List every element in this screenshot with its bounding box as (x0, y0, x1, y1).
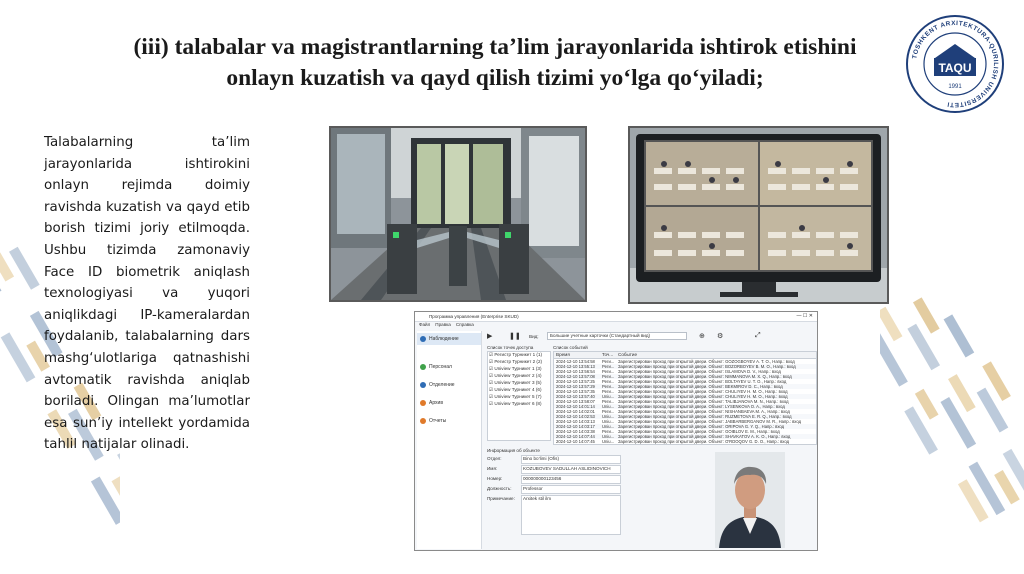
col-point[interactable]: Точ... (602, 352, 614, 357)
devices-list (487, 351, 551, 441)
checkbox-icon[interactable]: ☑ (489, 352, 495, 357)
fullscreen-icon[interactable]: ⤢ (755, 332, 761, 339)
window-titlebar (415, 312, 817, 322)
table-cell: Реги... (602, 379, 615, 384)
pause-icon[interactable]: ❚❚ (509, 333, 521, 340)
info-field-label: Номер: (487, 476, 503, 481)
add-icon[interactable]: ⊕ (699, 333, 705, 340)
table-cell: Реги... (602, 389, 615, 394)
sidebar-item-archive[interactable] (417, 397, 481, 409)
table-cell: 2024-12-10 13:54:58 (556, 359, 595, 364)
table-cell: 2024-12-10 13:57:25 (556, 379, 595, 384)
device-item[interactable] (488, 387, 550, 394)
table-cell: Зарегистрирован проход при открытой двери. Объект: BOLTAYEV U. T. O., Напр.: вход (618, 379, 787, 384)
table-cell: 2024-12-10 13:58:07 (556, 399, 595, 404)
col-event[interactable]: Событие (618, 352, 638, 357)
table-cell: Реги... (602, 429, 615, 434)
slide-title-line-2: onlayn kuzatish va qayd qilish tizimi yo‘lga qo‘yiladi; (226, 65, 764, 91)
device-label: Uniview Турникет 5 (7) (494, 394, 542, 399)
table-cell: Реги... (602, 369, 615, 374)
col-time[interactable]: Время (556, 352, 570, 357)
play-icon[interactable]: ▶ (487, 333, 493, 340)
table-cell: 2024-12-10 13:57:35 (556, 389, 595, 394)
sidebar-item-department[interactable] (417, 379, 481, 391)
body-paragraph: Talabalarning ta’lim jarayonlarida ishtirokini onlayn rejimda doimiy ravishda kuzatish va qayd etib borish tizimi joriy etilmoqda. Ushbu tizimda zamonaviy Face ID biometrik aniqlash texnologiyasi va yuqori aniqlikdagi IP-kameralardan foydalanib, talabalarning dars mashg‘ulotlariga qatnashishi avtomatik ravishda aniqlab boriladi. Olingan ma’lumotlar esa sun’iy intellekt yordamida tahlil natijalar olinadi. (44, 135, 250, 453)
devices-header: Список точек доступа (487, 345, 534, 350)
device-item[interactable] (488, 366, 550, 373)
table-cell: Реги... (602, 399, 615, 404)
info-field-label: Примечание: (487, 496, 515, 501)
device-label: Регистр Турникет 1 (1) (494, 352, 543, 357)
info-field-value[interactable]: KOZUBOVEV SADULLAH ASLIDINOVICH (521, 465, 621, 474)
cctv-monitor-icon (630, 128, 887, 302)
table-cell: Зарегистрирован проход при открытой двери. Объект: BEKMIROV D. C., Напр.: вход (618, 384, 783, 389)
device-item[interactable] (488, 352, 550, 359)
toolbar (485, 331, 815, 343)
table-cell: Реги... (602, 384, 615, 389)
table-cell: 2024-12-10 14:07:44 (556, 434, 595, 439)
table-cell: Uniu... (602, 424, 615, 429)
turnstile-photo (329, 126, 587, 302)
report-icon (420, 418, 426, 424)
sidebar-label: Отчеты (429, 418, 447, 424)
table-cell: Зарегистрирован проход при открытой двери. Объект: LYSENKOVA O. A., Напр.: вход (618, 404, 785, 409)
events-header: Список событий (553, 345, 588, 350)
department-icon (420, 382, 426, 388)
events-table-header (554, 352, 816, 359)
table-cell: Зарегистрирован проход при открытой двери. Объект: GOIBLOV E. M., Напр.: вход (618, 429, 780, 434)
table-cell: Зарегистрирован проход при открытой двери. Объект: ORIPOVA G. Y. Q., Напр.: вход (618, 424, 785, 429)
checkbox-icon[interactable]: ☑ (489, 359, 495, 364)
sidebar-label: Персонал (429, 364, 452, 370)
table-cell: Реги... (602, 409, 615, 414)
sidebar-item-personnel[interactable] (417, 361, 481, 373)
person-icon (420, 364, 426, 370)
device-label: Регистр Турникет 2 (2) (494, 359, 543, 364)
table-cell: Реги... (602, 374, 615, 379)
checkbox-icon[interactable]: ☑ (489, 373, 495, 378)
table-cell: Зарегистрирован проход при открытой двери. Объект: NISHANBAEVA M. A., Напр.: вход (618, 409, 790, 414)
table-cell: Зарегистрирован проход при открытой двери. Объект: CHULIYEV H. M. O., Напр.: вход (618, 394, 788, 399)
info-field-label: Отдел: (487, 456, 502, 461)
info-field-label: Имя: (487, 466, 498, 471)
table-cell: Реги... (602, 364, 615, 369)
archive-icon (420, 400, 426, 406)
events-panel (553, 345, 815, 445)
table-cell: 2024-12-10 14:07:45 (556, 439, 595, 444)
table-cell: Зарегистрирован проход при открытой двери. Объект: GOZOGBOYEV A. T. O., Напр.: вход (618, 359, 795, 364)
table-cell: Uniu... (602, 414, 615, 419)
table-cell: Uniu... (602, 394, 615, 399)
table-cell: Зарегистрирован проход при открытой двери. Объект: CHULIYEV H. M. O., Напр.: вход (618, 389, 788, 394)
person-photo-icon (715, 452, 785, 548)
info-field-row (487, 485, 687, 494)
device-item[interactable] (488, 394, 550, 401)
slide-title (80, 32, 910, 94)
sidebar (417, 331, 482, 549)
info-field-row (487, 495, 687, 535)
info-field-row (487, 465, 687, 474)
object-info-panel (487, 448, 687, 548)
table-cell: Зарегистрирован проход при открытой двери. Объект: TALIBJANOVA M. N., Напр.: вход (618, 399, 789, 404)
table-cell: 2024-12-10 14:03:17 (556, 424, 595, 429)
device-label: Uniview Турникет 4 (6) (494, 387, 542, 392)
turnstile-icon (331, 128, 585, 300)
decorative-pattern-right (880, 280, 1024, 574)
sidebar-label: Отделение (429, 382, 455, 388)
eye-icon (420, 336, 426, 342)
info-field-value[interactable]: Bino bo‘limi (Ofis) (521, 455, 621, 464)
table-cell: Зарегистрирован проход при открытой двери. Объект: JABBARBERGANOV M. R., Напр.: вход (618, 419, 802, 424)
sidebar-item-reports[interactable] (417, 415, 481, 427)
logo-year: 1991 (948, 84, 962, 90)
table-cell: Зарегистрирован проход при открытой двери. Объект: O'RDOQOV G. D. O., Напр.: вход (618, 439, 790, 444)
device-item[interactable] (488, 373, 550, 380)
slide-title-line-1: (iii) talabalar va magistrantlarning ta’lim jarayonlarida ishtirok etishini (133, 34, 857, 60)
device-label: Uniview Турникет 2 (4) (494, 373, 542, 378)
checkbox-icon[interactable]: ☑ (489, 387, 495, 392)
table-cell: 2024-12-10 13:56:54 (556, 369, 595, 374)
checkbox-icon[interactable]: ☑ (489, 380, 495, 385)
table-cell: Uniu... (602, 434, 615, 439)
table-cell: 2024-12-10 13:57:08 (556, 374, 595, 379)
table-cell: Uniu... (602, 419, 615, 424)
checkbox-icon[interactable]: ☑ (489, 401, 495, 406)
skud-software-window (414, 311, 818, 551)
table-cell: 2024-12-10 14:02:01 (556, 409, 595, 414)
logo-text: TAQU (938, 61, 972, 75)
table-cell: Зарегистрирован проход при открытой двери. Объект: ISLAMOVA D. V., Напр.: вход (618, 369, 781, 374)
device-item[interactable] (488, 359, 550, 366)
table-cell: 2024-12-10 13:57:40 (556, 394, 595, 399)
menu-bar (419, 322, 474, 329)
menu-file[interactable]: Файл (419, 322, 431, 327)
menu-edit[interactable]: Правка (435, 322, 451, 327)
settings-icon[interactable]: ⚙ (717, 333, 724, 340)
table-cell: 2024-12-10 14:03:13 (556, 419, 595, 424)
sidebar-label: Наблюдение (429, 336, 459, 342)
table-cell: Uniu... (602, 439, 615, 444)
checkbox-icon[interactable]: ☑ (489, 394, 495, 399)
window-controls: — ☐ ✕ (796, 313, 813, 319)
device-item[interactable] (488, 401, 550, 408)
info-field-value[interactable]: 000000000123456 (521, 475, 621, 484)
device-label: Uniview Турникет 3 (5) (494, 380, 542, 385)
sidebar-item-monitoring[interactable] (417, 333, 481, 345)
logo-ring-text: TOSHKENT ARXITEKTURA-QURILISH UNIVERSITETI (911, 19, 1000, 109)
table-cell: Зарегистрирован проход при открытой двери. Объект: SHAVKATOV A. K. O., Напр.: вход (618, 434, 791, 439)
events-rows (554, 359, 816, 444)
table-cell: Реги... (602, 359, 615, 364)
table-cell: 2024-12-10 14:02:53 (556, 414, 595, 419)
info-field-row (487, 475, 687, 484)
university-logo (905, 14, 1005, 114)
table-cell: 2024-12-10 14:03:38 (556, 429, 595, 434)
info-field-row (487, 455, 687, 464)
cctv-monitor-photo (628, 126, 889, 304)
device-item[interactable] (488, 380, 550, 387)
info-field-label: Должность: (487, 486, 512, 491)
table-cell: Uniu... (602, 404, 615, 409)
device-label: Uniview Турникет 6 (8) (494, 401, 542, 406)
sidebar-label: Архив (429, 400, 444, 406)
info-field-value[interactable]: Arxitek stil ilm (521, 495, 621, 535)
table-cell: Зарегистрирован проход при открытой двери. Объект: NIMMANOVA M. X. Q., Напр.: вход (618, 374, 792, 379)
device-label: Uniview Турникет 1 (3) (494, 366, 542, 371)
devices-panel (487, 345, 549, 445)
table-cell: 2024-12-10 13:55:13 (556, 364, 595, 369)
table-cell: Зарегистрирован проход при открытой двери. Объект: RUZMETOVA E. R. Q., Напр.: вход (618, 414, 792, 419)
info-field-value[interactable]: Professor (521, 485, 621, 494)
info-header: Информация об объекте (487, 448, 540, 453)
table-cell: 2024-12-10 14:01:14 (556, 404, 595, 409)
info-fields (487, 455, 687, 536)
table-row[interactable] (554, 439, 816, 444)
table-cell: 2024-12-10 13:57:29 (556, 384, 595, 389)
menu-help[interactable]: Справка (455, 322, 474, 327)
events-table (553, 351, 817, 445)
person-photo (715, 452, 785, 548)
view-select[interactable]: Большие учетные карточки (Стандартный вид) (547, 332, 687, 340)
checkbox-icon[interactable]: ☑ (489, 366, 495, 371)
view-label: Вид: (529, 334, 539, 339)
table-cell: Зарегистрирован проход при открытой двери. Объект: BOZORBOYEV B. M. O., Напр.: вход (618, 364, 796, 369)
window-title: Программа управления (Enterprise SKUD) (429, 314, 519, 319)
